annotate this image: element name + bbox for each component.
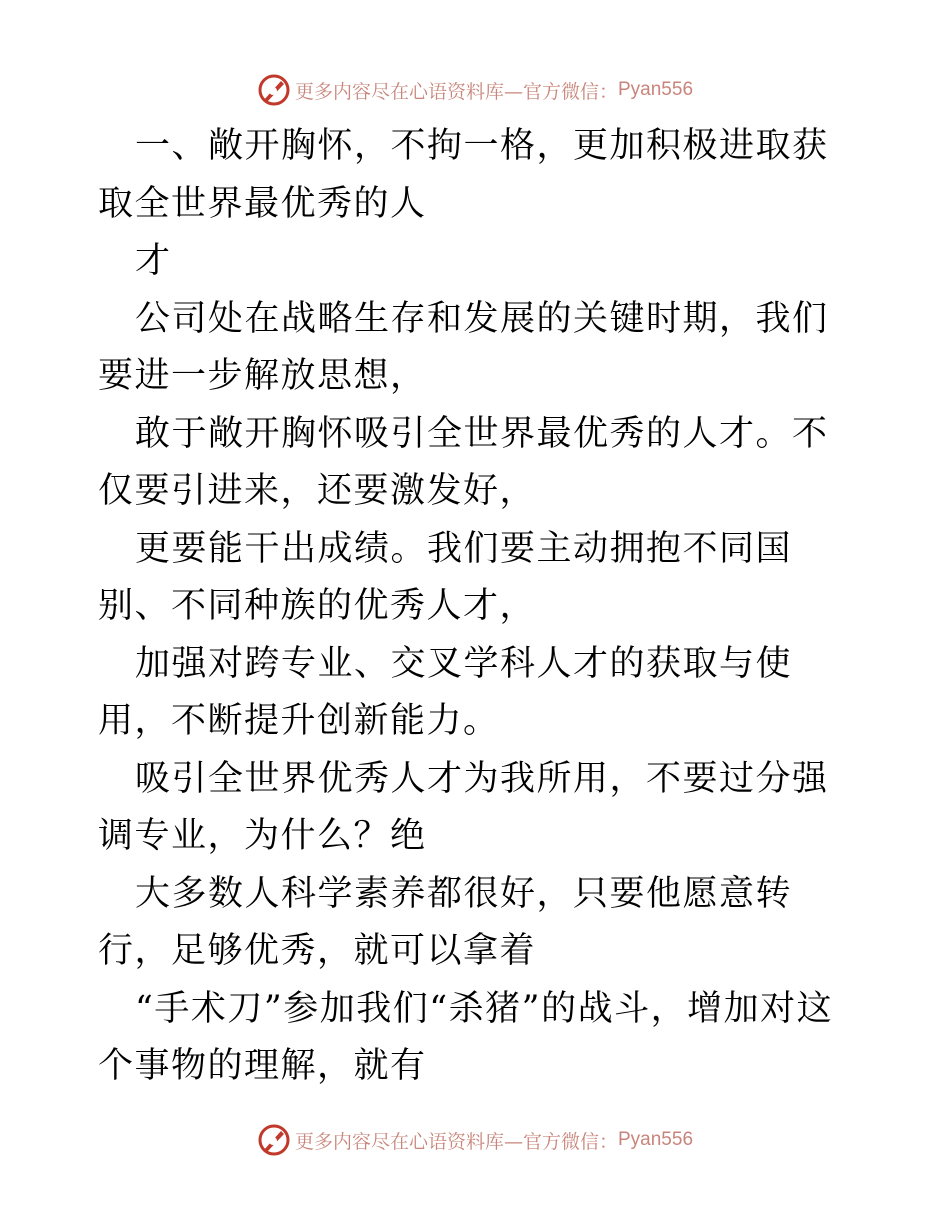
paragraph: 公司处在战略生存和发展的关键时期，我们要进一步解放思想， <box>98 298 829 396</box>
watermark-text: 更多内容尽在心语资料库—官方微信： <box>294 1130 618 1153</box>
paragraph: 才 <box>135 241 172 281</box>
watermark-text: 更多内容尽在心语资料库—官方微信： <box>294 80 618 103</box>
paragraph: 吸引全世界优秀人才为我所用，不要过分强调专业，为什么？绝 <box>98 758 829 856</box>
watermark-wechat-id: Pyan556 <box>618 1129 694 1150</box>
paragraph: 更要能干出成绩。我们要主动拥抱不同国别、不同种族的优秀人才， <box>98 528 793 626</box>
footer-watermark <box>0 1120 950 1160</box>
document-body <box>98 118 858 1096</box>
quill-logo-icon <box>257 1123 291 1157</box>
paragraph: 敢于敞开胸怀吸引全世界最优秀的人才。不仅要引进来，还要激发好， <box>98 413 829 511</box>
paragraph: 加强对跨专业、交叉学科人才的获取与使用，不断提升创新能力。 <box>98 643 793 741</box>
paragraph: “手术刀”参加我们“杀猪”的战斗，增加对这个事物的理解，就有 <box>98 988 834 1086</box>
paragraph: 一、敞开胸怀，不拘一格，更加积极进取获取全世界最优秀的人 <box>98 126 829 224</box>
header-watermark <box>0 70 950 110</box>
paragraph: 大多数人科学素养都很好，只要他愿意转行，足够优秀，就可以拿着 <box>98 873 793 971</box>
quill-logo-icon <box>257 73 291 107</box>
watermark-wechat-id: Pyan556 <box>618 79 694 100</box>
